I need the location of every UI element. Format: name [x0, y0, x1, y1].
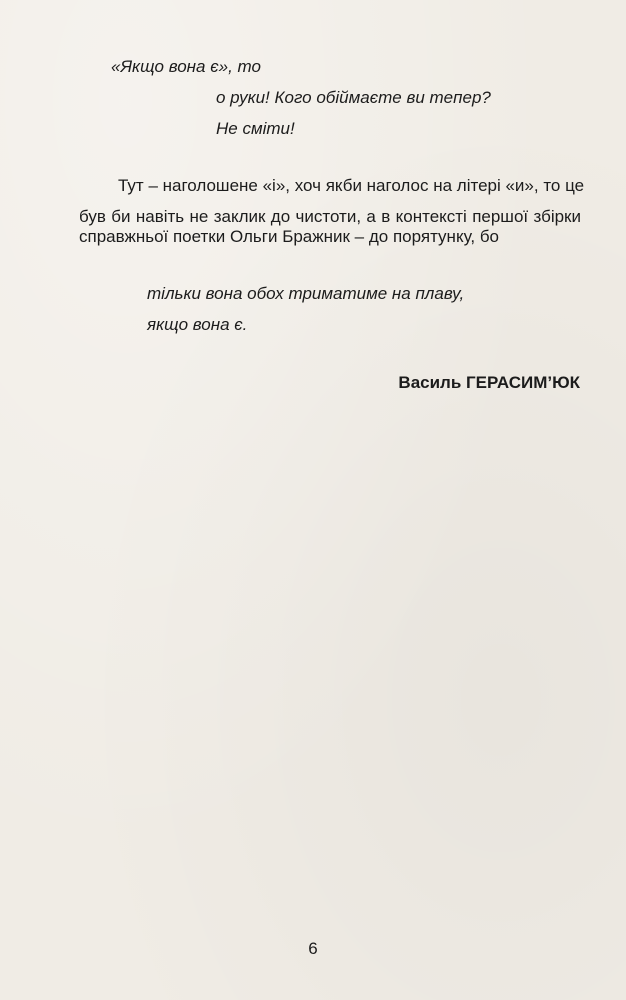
stanza1-line1: «Якщо вона є», то — [111, 57, 261, 76]
stanza1-line3: Не сміти! — [216, 119, 295, 138]
stanza1-line2: о руки! Кого обіймаєте ви тепер? — [216, 88, 491, 107]
author-signature: Василь ГЕРАСИМ’ЮК — [398, 373, 580, 392]
paragraph-line2: був би навіть не заклик до чистоти, а в контексті першої збірки — [79, 207, 581, 226]
stanza2-line1: тільки вона обох триматиме на плаву, — [147, 284, 465, 303]
paragraph-line1: Тут – наголошене «і», хоч якби наголос на літері «и», то це — [118, 176, 585, 195]
paragraph-line3: справжньої поетки Ольги Бражник – до порятунку, бо — [79, 227, 500, 246]
stanza2-line2: якщо вона є. — [147, 315, 248, 334]
page-number: 6 — [308, 939, 318, 958]
